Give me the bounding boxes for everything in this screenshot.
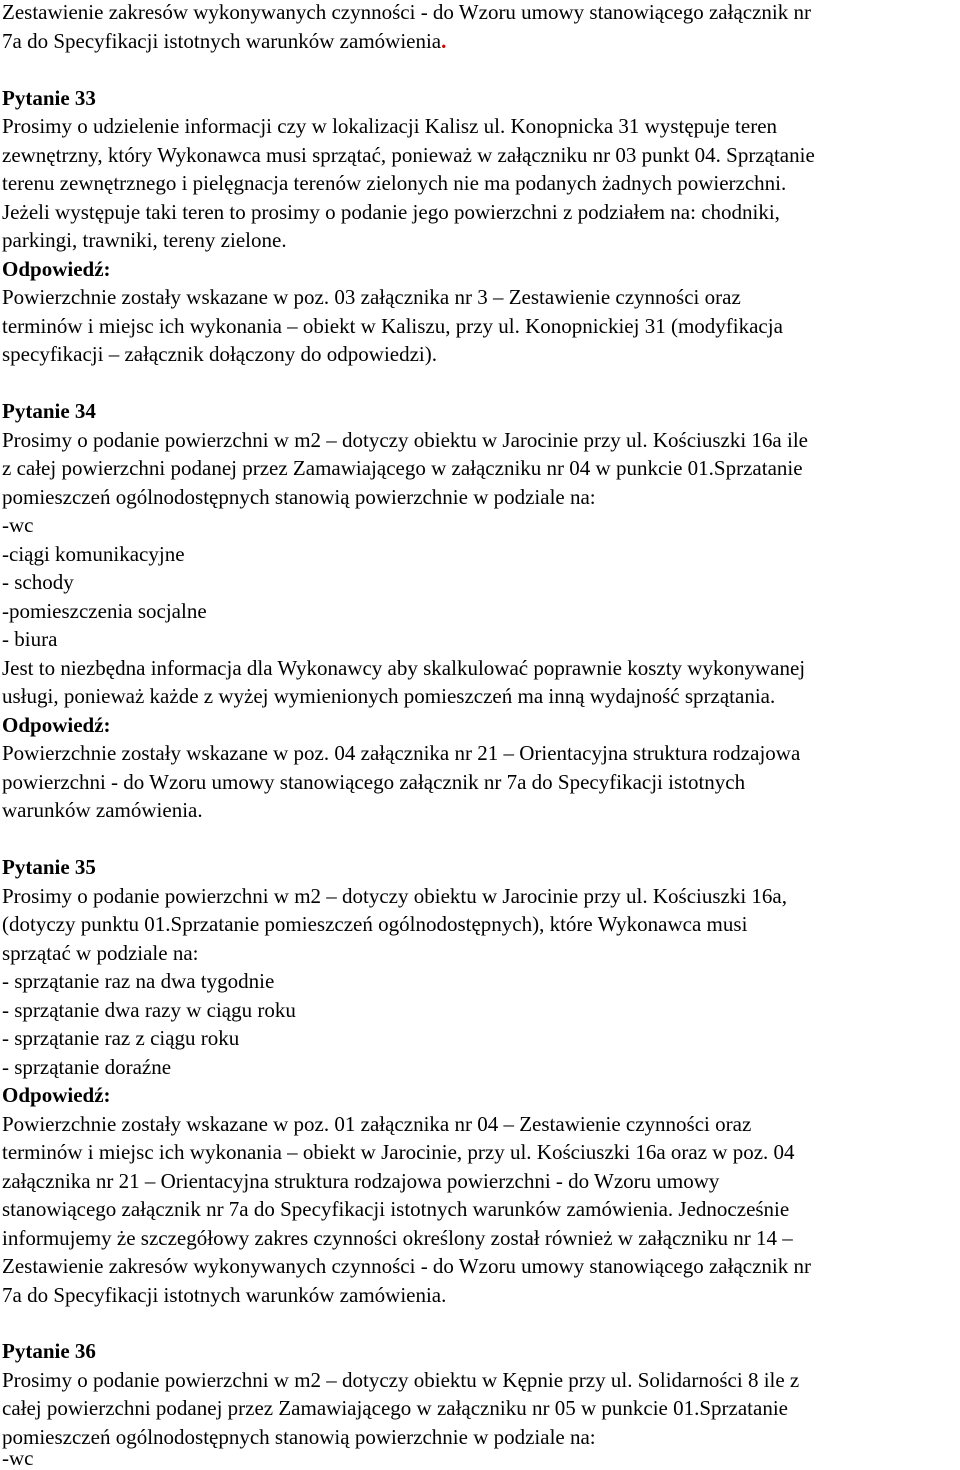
answer-35-text: załącznika nr 21 – Orientacyjna struktura rodzajowa powierzchni - do Wzoru umowy	[2, 1169, 720, 1193]
question-34-heading: Pytanie 34	[2, 399, 96, 423]
answer-33-label: Odpowiedź:	[2, 257, 111, 281]
question-36-text: całej powierzchni podanej przez Zamawiającego w załączniku nr 05 w punkcie 01.Sprzatanie	[2, 1396, 788, 1420]
question-34-list-item: -ciągi komunikacyjne	[2, 542, 185, 566]
question-34-text: pomieszczeń ogólnodostępnych stanowią powierzchnie w podziale na:	[2, 485, 596, 509]
intro-line	[2, 29, 446, 53]
answer-33-text: specyfikacji – załącznik dołączony do odpowiedzi).	[2, 342, 437, 366]
question-35-text: sprzątać w podziale na:	[2, 941, 199, 965]
question-35-text: (dotyczy punktu 01.Sprzatanie pomieszczeń ogólnodostępnych), które Wykonawca musi	[2, 912, 748, 936]
question-34-text: usługi, ponieważ każde z wyżej wymienionych pomieszczeń ma inną wydajność sprzątania.	[2, 684, 776, 708]
answer-33-text: Powierzchnie zostały wskazane w poz. 03 załącznika nr 3 – Zestawienie czynności oraz	[2, 285, 741, 309]
question-34-list-item: - schody	[2, 570, 74, 594]
answer-34-text: powierzchni - do Wzoru umowy stanowiącego załącznik nr 7a do Specyfikacji istotnych	[2, 770, 746, 794]
question-35-heading: Pytanie 35	[2, 855, 96, 879]
answer-35-text: 7a do Specyfikacji istotnych warunków zamówienia.	[2, 1283, 447, 1307]
answer-35-text: informujemy że szczegółowy zakres czynności określony został również w załączniku nr 14 –	[2, 1226, 793, 1250]
question-36-heading: Pytanie 36	[2, 1339, 96, 1363]
question-34-list-item: - biura	[2, 627, 58, 651]
answer-35-text: stanowiącego załącznik nr 7a do Specyfikacji istotnych warunków zamówienia. Jednocześnie	[2, 1197, 790, 1221]
question-36-list-item: -wc	[2, 1446, 34, 1470]
question-34-text: Prosimy o podanie powierzchni w m2 – dotyczy obiektu w Jarocinie przy ul. Kościuszki 16a ile	[2, 428, 808, 452]
question-34-text: z całej powierzchni podanej przez Zamawiającego w załączniku nr 04 w punkcie 01.Sprzatanie	[2, 456, 803, 480]
question-33-text: Jeżeli występuje taki teren to prosimy o podanie jego powierzchni z podziałem na: chodniki,	[2, 200, 780, 224]
answer-35-text: terminów i miejsc ich wykonania – obiekt w Jarocinie, przy ul. Kościuszki 16a oraz w poz. 04	[2, 1140, 795, 1164]
answer-35-label: Odpowiedź:	[2, 1083, 111, 1107]
question-33-text: Prosimy o udzielenie informacji czy w lokalizacji Kalisz ul. Konopnicka 31 występuje teren	[2, 114, 778, 138]
answer-34-text: warunków zamówienia.	[2, 798, 203, 822]
answer-34-label: Odpowiedź:	[2, 713, 111, 737]
intro-line: Zestawienie zakresów wykonywanych czynności - do Wzoru umowy stanowiącego załącznik nr	[2, 0, 811, 24]
question-34-text: Jest to niezbędna informacja dla Wykonawcy aby skalkulować poprawnie koszty wykonywanej	[2, 656, 806, 680]
question-33-text: terenu zewnętrznego i pielęgnacja terenów zielonych nie ma podanych żadnych powierzchni.	[2, 171, 787, 195]
question-36-text: pomieszczeń ogólnodostępnych stanowią powierzchnie w podziale na:	[2, 1425, 596, 1449]
question-33-heading: Pytanie 33	[2, 86, 96, 110]
question-35-list-item: - sprzątanie doraźne	[2, 1055, 172, 1079]
answer-33-text: terminów i miejsc ich wykonania – obiekt w Kaliszu, przy ul. Konopnickiej 31 (modyfikacja	[2, 314, 783, 338]
question-36-text: Prosimy o podanie powierzchni w m2 – dotyczy obiektu w Kępnie przy ul. Solidarności 8 ile z	[2, 1368, 800, 1392]
answer-34-text: Powierzchnie zostały wskazane w poz. 04 załącznika nr 21 – Orientacyjna struktura rodzajowa	[2, 741, 801, 765]
intro-text: 7a do Specyfikacji istotnych warunków zamówienia	[2, 29, 442, 53]
question-33-text: parkingi, trawniki, tereny zielone.	[2, 228, 287, 252]
question-35-list-item: - sprzątanie raz z ciągu roku	[2, 1026, 240, 1050]
question-35-list-item: - sprzątanie raz na dwa tygodnie	[2, 969, 275, 993]
question-33-text: zewnętrzny, który Wykonawca musi sprzątać, ponieważ w załączniku nr 03 punkt 04. Sprzątanie	[2, 143, 815, 167]
intro-red-period: .	[441, 29, 447, 53]
question-35-list-item: - sprzątanie dwa razy w ciągu roku	[2, 998, 296, 1022]
question-34-list-item: -pomieszczenia socjalne	[2, 599, 207, 623]
answer-35-text: Zestawienie zakresów wykonywanych czynności - do Wzoru umowy stanowiącego załącznik nr	[2, 1254, 811, 1278]
answer-35-text: Powierzchnie zostały wskazane w poz. 01 załącznika nr 04 – Zestawienie czynności oraz	[2, 1112, 752, 1136]
question-34-list-item: -wc	[2, 513, 34, 537]
question-35-text: Prosimy o podanie powierzchni w m2 – dotyczy obiektu w Jarocinie przy ul. Kościuszki 16a,	[2, 884, 787, 908]
